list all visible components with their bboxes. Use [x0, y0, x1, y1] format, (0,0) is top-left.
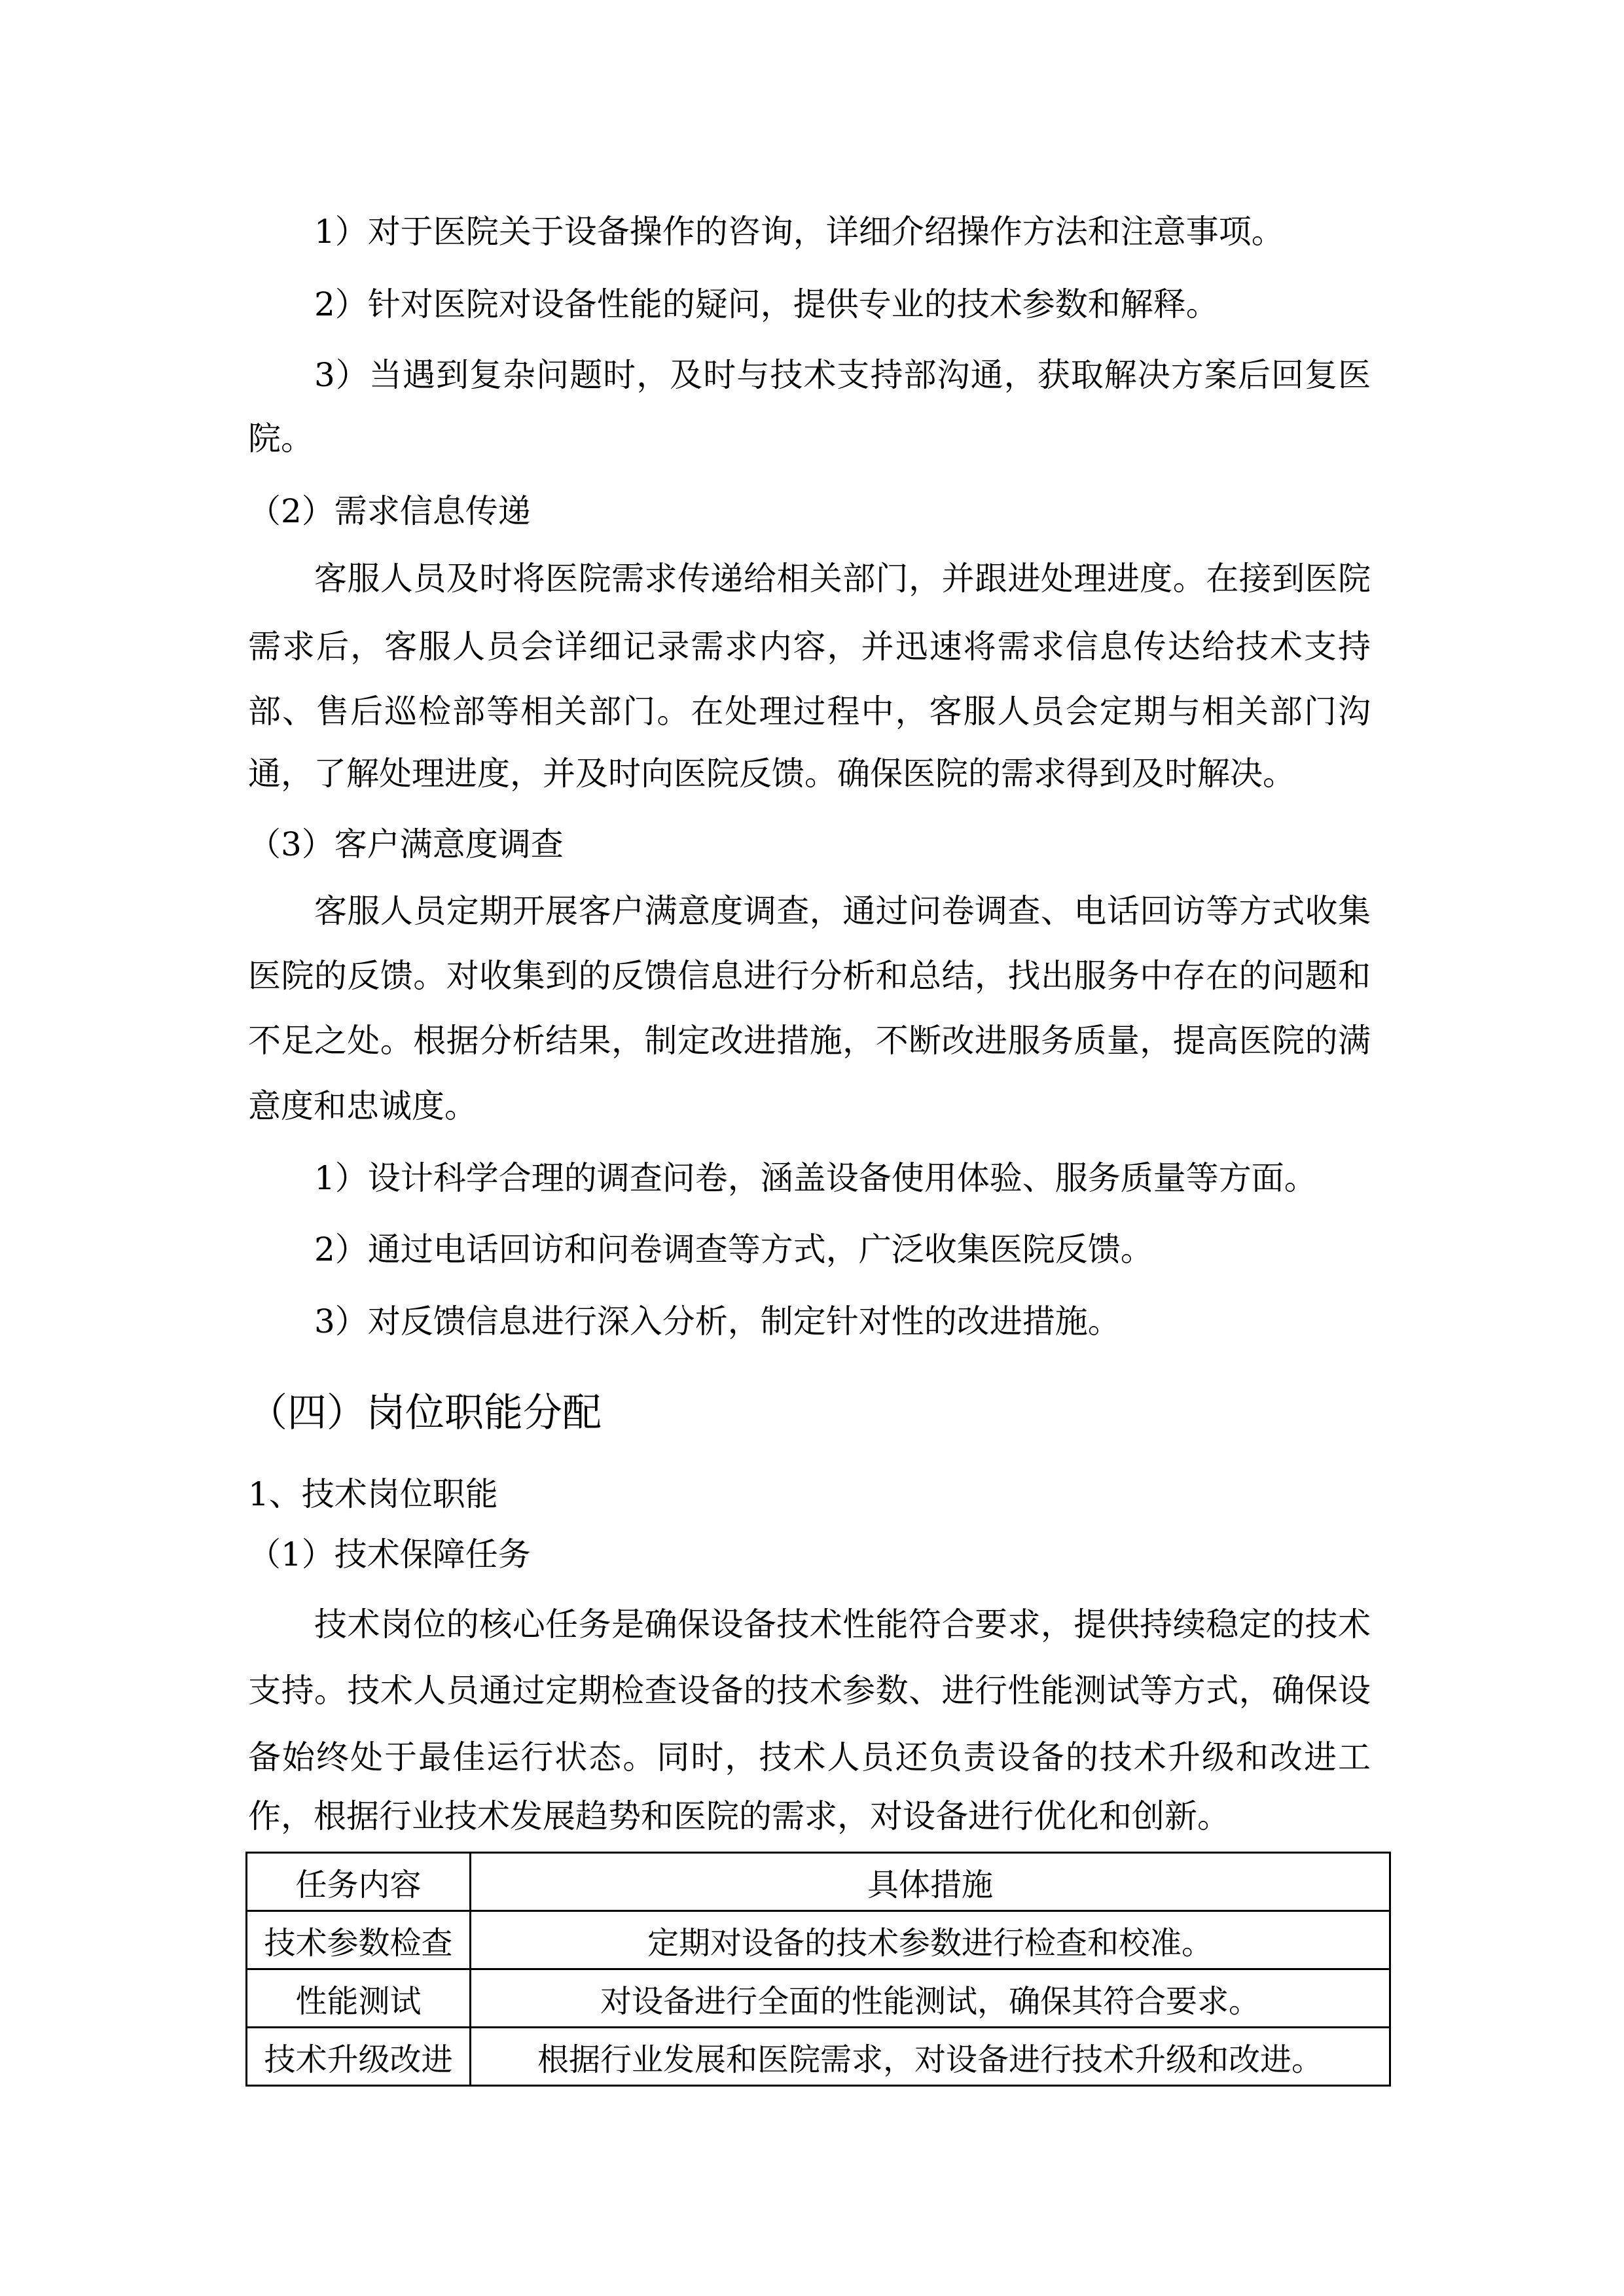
table-cell: 对设备进行全面的性能测试，确保其符合要求。 — [471, 1969, 1390, 2028]
table-cell: 技术参数检查 — [247, 1911, 471, 1969]
paragraph-line: 部、售后巡检部等相关部门。在处理过程中，客服人员会定期与相关部门沟 — [248, 692, 1371, 730]
subsection-heading: 1、技术岗位职能 — [248, 1475, 498, 1513]
subsection-heading: （2）需求信息传递 — [248, 492, 531, 530]
paragraph-line: 需求后，客服人员会详细记录需求内容，并迅速将需求信息传达给技术支持 — [248, 628, 1371, 666]
paragraph-line: 技术岗位的核心任务是确保设备技术性能符合要求，提供持续稳定的技术 — [314, 1605, 1371, 1643]
table-row — [247, 1911, 1390, 1969]
subsection-heading: （1）技术保障任务 — [248, 1535, 531, 1573]
list-item: 3）当遇到复杂问题时，及时与技术支持部沟通，获取解决方案后回复医 — [314, 356, 1371, 394]
paragraph-line: 支持。技术人员通过定期检查设备的技术参数、进行性能测试等方式，确保设 — [248, 1672, 1371, 1710]
paragraph-line: 备始终处于最佳运行状态。同时，技术人员还负责设备的技术升级和改进工 — [248, 1738, 1371, 1776]
table-cell: 根据行业发展和医院需求，对设备进行技术升级和改进。 — [471, 2028, 1390, 2086]
paragraph-line: 不足之处。根据分析结果，制定改进措施，不断改进服务质量，提高医院的满 — [248, 1022, 1371, 1060]
list-item: 2）针对医院对设备性能的疑问，提供专业的技术参数和解释。 — [314, 285, 1219, 323]
list-item: 1）对于医院关于设备操作的咨询，详细介绍操作方法和注意事项。 — [314, 213, 1284, 251]
table-cell: 定期对设备的技术参数进行检查和校准。 — [471, 1911, 1390, 1969]
table-header-cell: 任务内容 — [247, 1853, 471, 1911]
table-row — [247, 1969, 1390, 2028]
paragraph-line: 通，了解处理进度，并及时向医院反馈。确保医院的需求得到及时解决。 — [248, 755, 1295, 793]
paragraph-line: 客服人员定期开展客户满意度调查，通过问卷调查、电话回访等方式收集 — [314, 892, 1371, 930]
task-table — [245, 1852, 1391, 2087]
table-cell: 技术升级改进 — [247, 2028, 471, 2086]
section-heading: （四）岗位职能分配 — [248, 1390, 602, 1436]
paragraph-line: 作，根据行业技术发展趋势和医院的需求，对设备进行优化和创新。 — [248, 1797, 1230, 1835]
paragraph-line: 医院的反馈。对收集到的反馈信息进行分析和总结，找出服务中存在的问题和 — [248, 957, 1371, 995]
list-item: 3）对反馈信息进行深入分析，制定针对性的改进措施。 — [314, 1302, 1121, 1340]
paragraph-line: 意度和忠诚度。 — [248, 1087, 477, 1125]
list-item-continuation: 院。 — [248, 420, 314, 457]
paragraph-line: 客服人员及时将医院需求传递给相关部门，并跟进处理进度。在接到医院 — [314, 560, 1371, 598]
table-cell: 性能测试 — [247, 1969, 471, 2028]
table-header-cell: 具体措施 — [471, 1853, 1390, 1911]
list-item: 2）通过电话回访和问卷调查等方式，广泛收集医院反馈。 — [314, 1230, 1153, 1268]
table-header-row — [247, 1853, 1390, 1911]
list-item: 1）设计科学合理的调查问卷，涵盖设备使用体验、服务质量等方面。 — [314, 1159, 1317, 1197]
table-row — [247, 2028, 1390, 2086]
subsection-heading: （3）客户满意度调查 — [248, 825, 564, 863]
